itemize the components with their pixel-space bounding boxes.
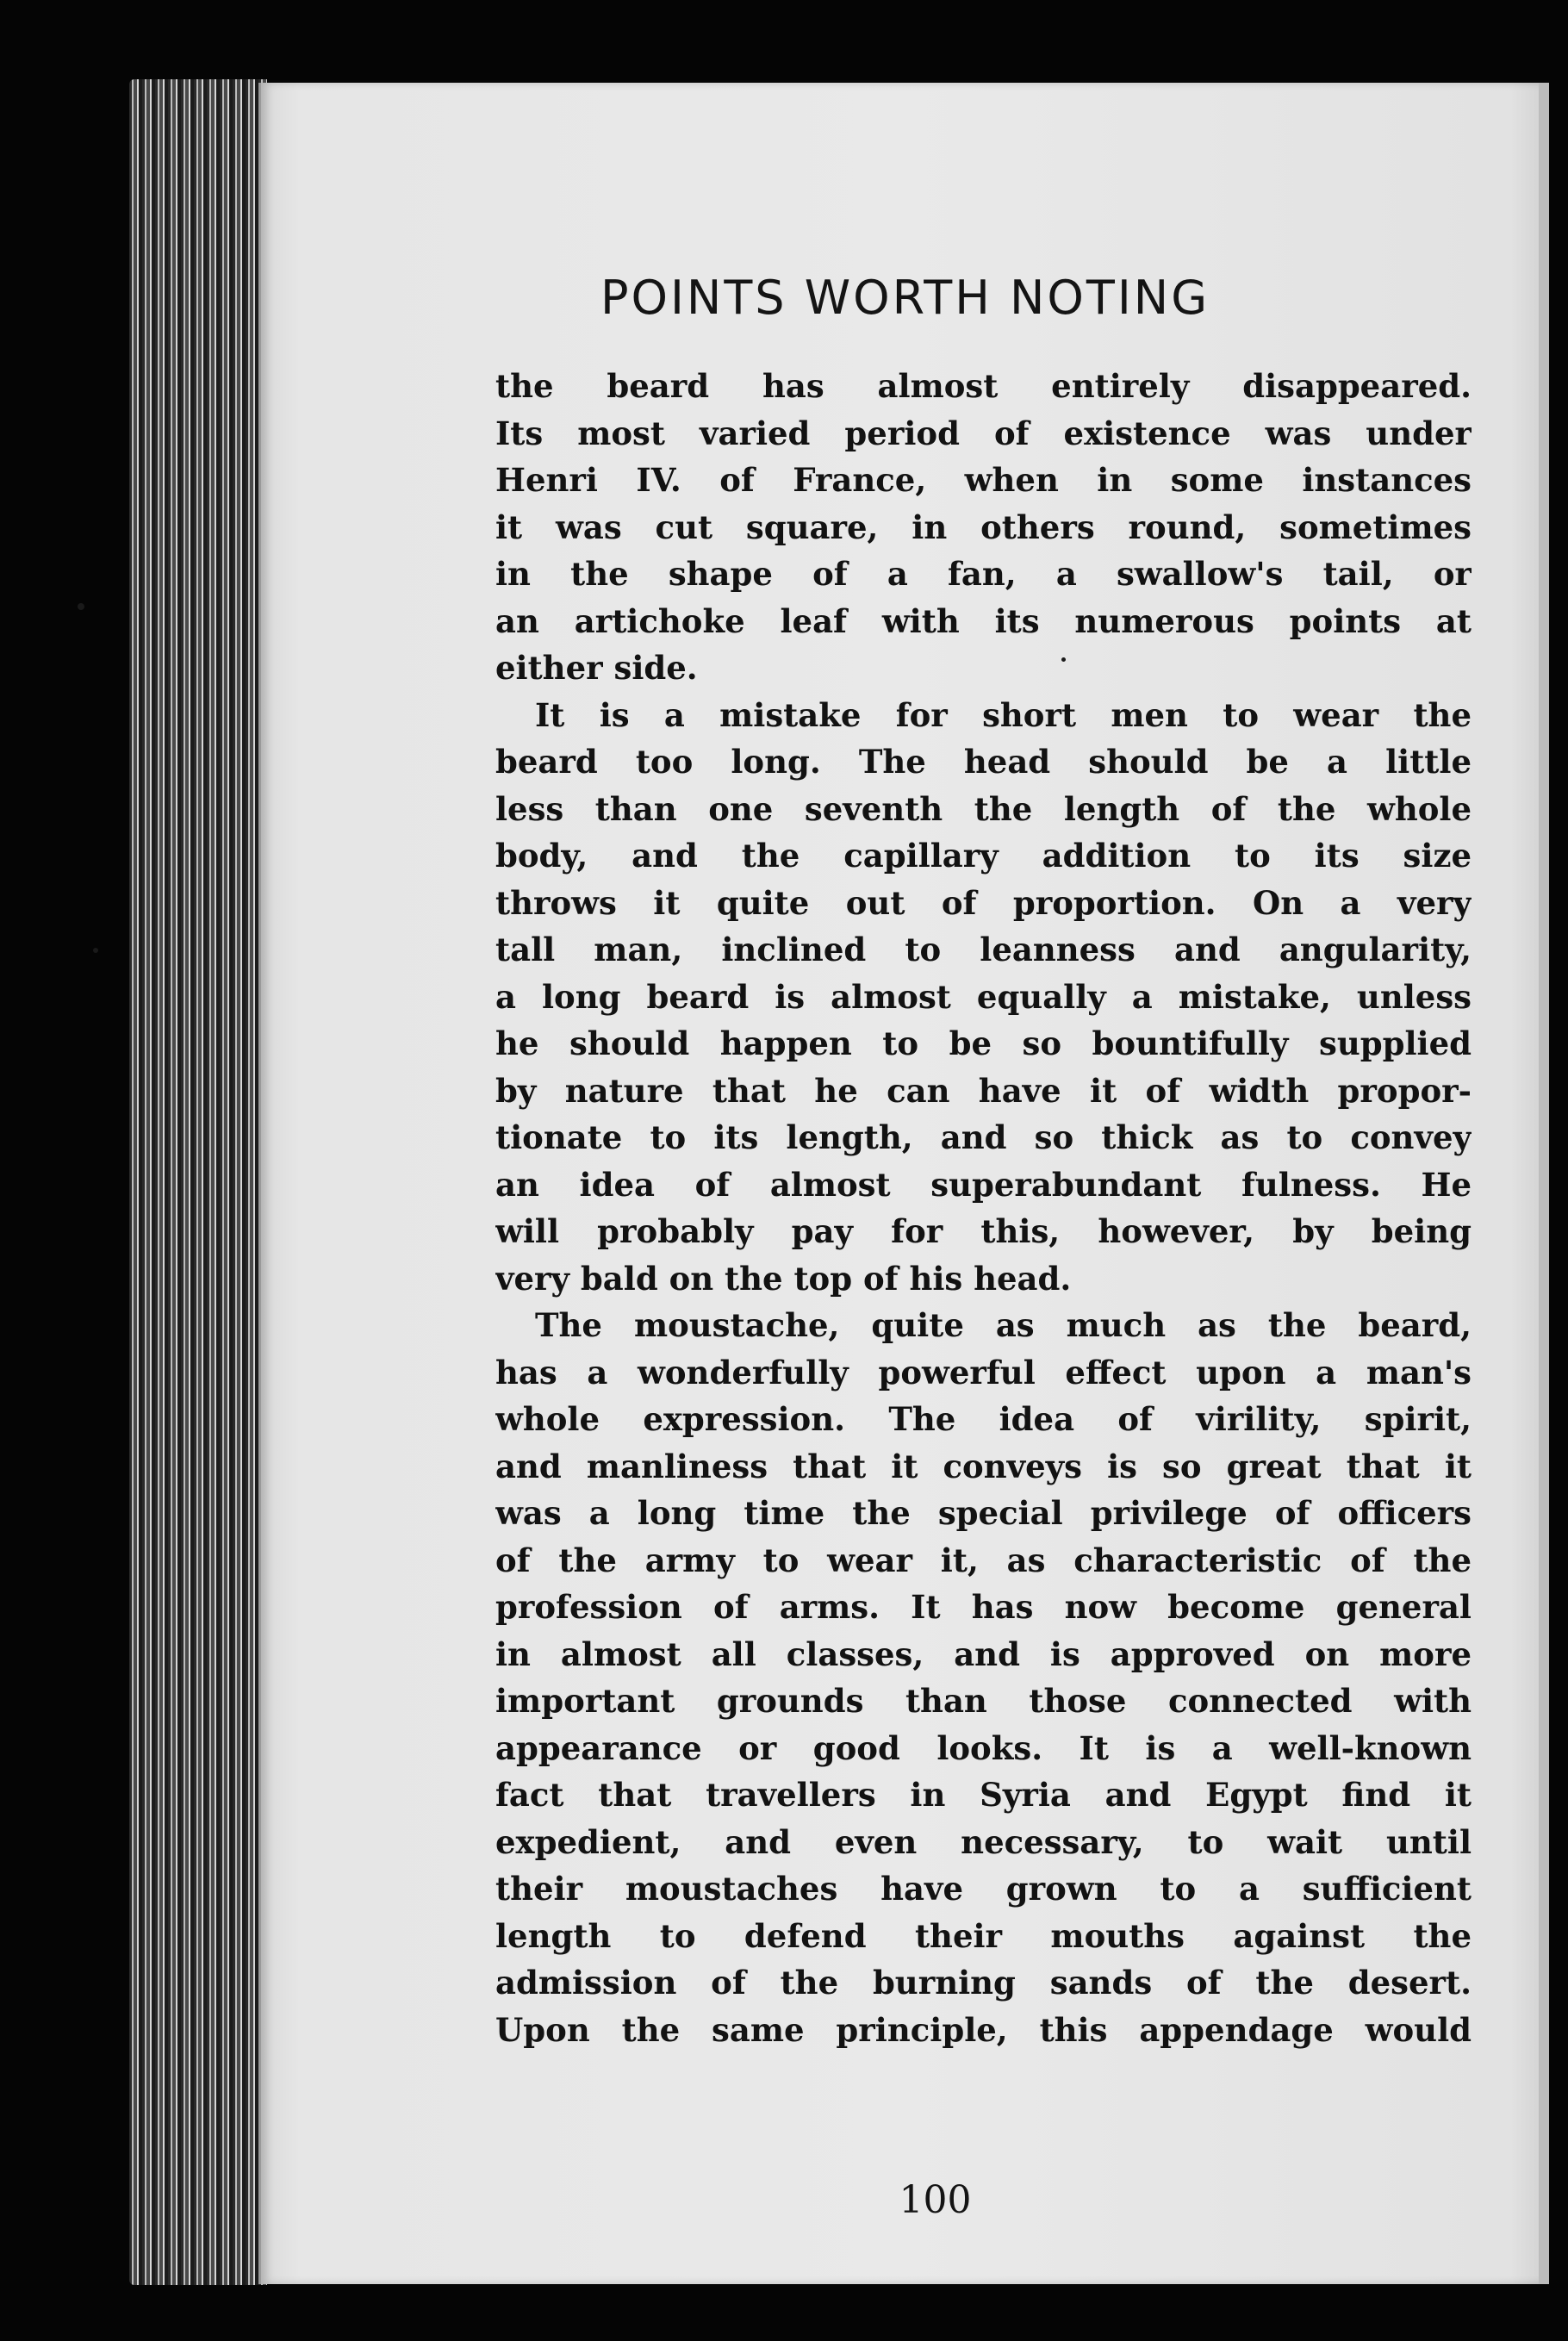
text-line: the beard has almost entirely disappeared. [495,367,1472,405]
text-line: throws it quite out of proportion. On a very [495,883,1472,922]
text-line: expedient, and even necessary, to wait until [495,1822,1472,1861]
text-line: admission of the burning sands of the desert. [495,1964,1472,2002]
dust-speck [78,603,84,610]
text-line: whole expression. The idea of virility, spirit, [495,1400,1472,1438]
body-text [495,363,1472,2053]
text-line: has a wonderfully powerful effect upon a man's [495,1353,1472,1392]
text-line: It is a mistake for short men to wear the [535,695,1472,734]
text-line: by nature that he can have it of width propor- [495,1071,1472,1110]
text-line: length to defend their mouths against the [495,1916,1472,1955]
running-head: POINTS WORTH NOTING [600,271,1210,325]
book-page-edges [129,79,267,2285]
text-line: it was cut square, in others round, sometimes [495,507,1472,546]
dust-speck [1061,657,1066,662]
text-line: in almost all classes, and is approved on more [495,1634,1472,1673]
text-line: either side. [495,649,698,687]
text-line: tall man, inclined to leanness and angularity, [495,931,1472,968]
text-line: he should happen to be so bountifully supplied [495,1024,1472,1062]
text-line: The moustache, quite as much as the beard, [535,1306,1472,1344]
text-line: tionate to its length, and so thick as to convey [495,1118,1472,1156]
text-line: an artichoke leaf with its numerous points at [495,601,1472,640]
text-line: very bald on the top of his head. [495,1259,1072,1298]
dust-speck [93,948,98,953]
text-line: fact that travellers in Syria and Egypt find it [495,1776,1472,1814]
text-line: less than one seventh the length of the whole [495,789,1472,828]
text-line: an idea of almost superabundant fulness. He [495,1165,1472,1204]
text-line: of the army to wear it, as characteristic of the [495,1541,1472,1579]
text-line: profession of arms. It has now become general [495,1588,1472,1626]
text-line: important grounds than those connected with [495,1682,1472,1720]
page-number: 100 [899,2178,972,2222]
text-line: appearance or good looks. It is a well-known [495,1728,1472,1767]
text-line: will probably pay for this, however, by being [495,1212,1472,1250]
text-line: beard too long. The head should be a little [495,743,1472,781]
page-sheet [258,83,1549,2284]
text-line: a long beard is almost equally a mistake, unless [495,977,1472,1016]
text-line: Upon the same principle, this appendage would [495,2010,1472,2049]
text-line: Henri IV. of France, when in some instances [495,461,1472,499]
text-line: body, and the capillary addition to its size [495,837,1472,875]
text-line: in the shape of a fan, a swallow's tail, or [495,555,1472,593]
text-line: was a long time the special privilege of officers [495,1494,1472,1532]
text-line: their moustaches have grown to a sufficient [495,1870,1472,1908]
text-line: Its most varied period of existence was under [495,414,1472,452]
text-line: and manliness that it conveys is so great that it [495,1447,1472,1485]
page-right-edge [1539,83,1549,2284]
